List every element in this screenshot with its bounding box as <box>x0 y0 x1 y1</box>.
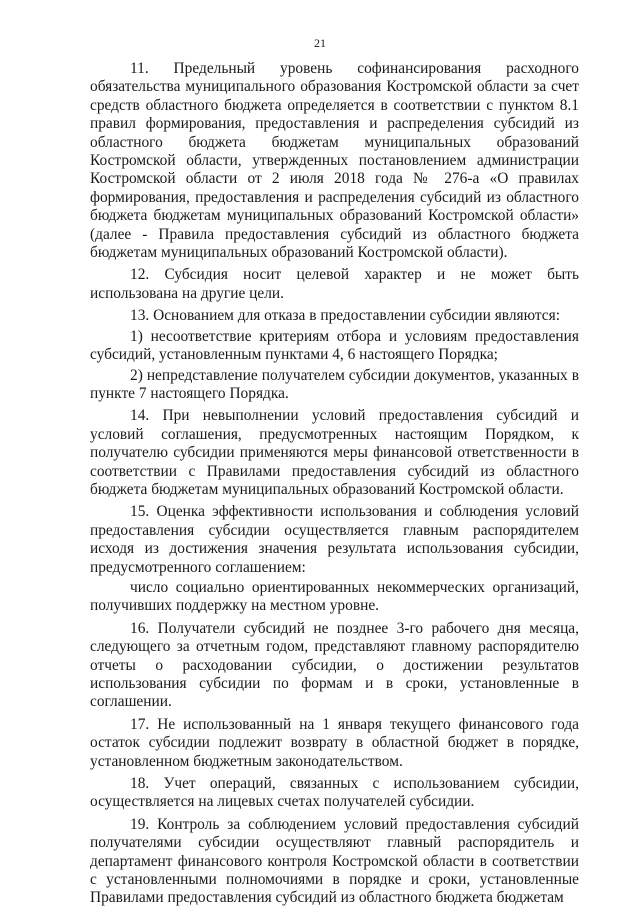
paragraph-13-refusal-grounds: 13. Основанием для отказа в предоставлении субсидии являются: <box>130 307 560 325</box>
paragraph-19-control: 19. Контроль за соблюдением условий предоставления субсидий получателями субсидии осуществляют главный распорядитель и департамент финансового контроля Костромской области в соответствии с установленными полномочиями в порядке и сроки, установленные Правилами предоставления субсидий из областного бюджета бюджетам <box>90 815 579 907</box>
paragraph-14-financial-responsibility: 14. При невыполнении условий предоставления субсидий и условий соглашения, предусмотренных настоящим Порядком, к получателю субсидии применяются меры финансовой ответственности в соответствии с Правилами предоставления субсидий из областного бюджета бюджетам муниципальных образований Костромской области. <box>90 407 579 498</box>
paragraph-18-accounting: 18. Учет операций, связанных с использованием субсидии, осуществляется на лицевых счетах получателей субсидии. <box>90 775 579 811</box>
paragraph-16-reporting: 16. Получатели субсидий не позднее 3-го рабочего дня месяца, следующего за отчетным годом, представляют главному распорядителю отчеты о расходовании субсидии, о достижении результатов использования субсидии по формам и в сроки, установленные в соглашении. <box>90 619 579 711</box>
list-item-refusal-2: 2) непредставление получателем субсидии документов, указанных в пункте 7 настоящего Порядка. <box>90 366 579 402</box>
paragraph-17-unused-balance: 17. Не использованный на 1 января текущего финансового года остаток субсидии подлежит возврату в областной бюджет в порядке, установленном бюджетным законодательством. <box>90 715 579 770</box>
paragraph-15-indicator: число социально ориентированных некоммерческих организаций, получивших поддержку на местном уровне. <box>90 578 579 615</box>
paragraph-12-target-purpose: 12. Субсидия носит целевой характер и не может быть использована на другие цели. <box>90 266 579 302</box>
paragraph-11-cofinancing-level: 11. Предельный уровень софинансирования расходного обязательства муниципального образования Костромской области за счет средств областного бюджета определяется в соответствии с пунктом 8.1 правил формирования, предоставления и распределения субсидий из областного бюджета бюджетам муниципальных образований Костромской области, утвержденных постановлением администрации Костромской области от 2 июля 2018 года № 276-а «О правилах формирования, предоставления и распределения субсидий из областного бюджета бюджетам муниципальных образований Костромской области» (далее - Правила предоставления субсидий из областного бюджета бюджетам муниципальных образований Костромской области). <box>90 60 579 262</box>
paragraph-15-efficiency-evaluation: 15. Оценка эффективности использования и соблюдения условий предоставления субсидии осуществляется главным распорядителем исходя из достижения значения результата использования субсидии, предусмотренного соглашением: <box>90 503 579 576</box>
page-number: 21 <box>314 36 326 50</box>
list-item-refusal-1: 1) несоответствие критериям отбора и условиям предоставления субсидий, установленным пунктами 4, 6 настоящего Порядка; <box>90 327 579 364</box>
document-body <box>90 60 579 912</box>
